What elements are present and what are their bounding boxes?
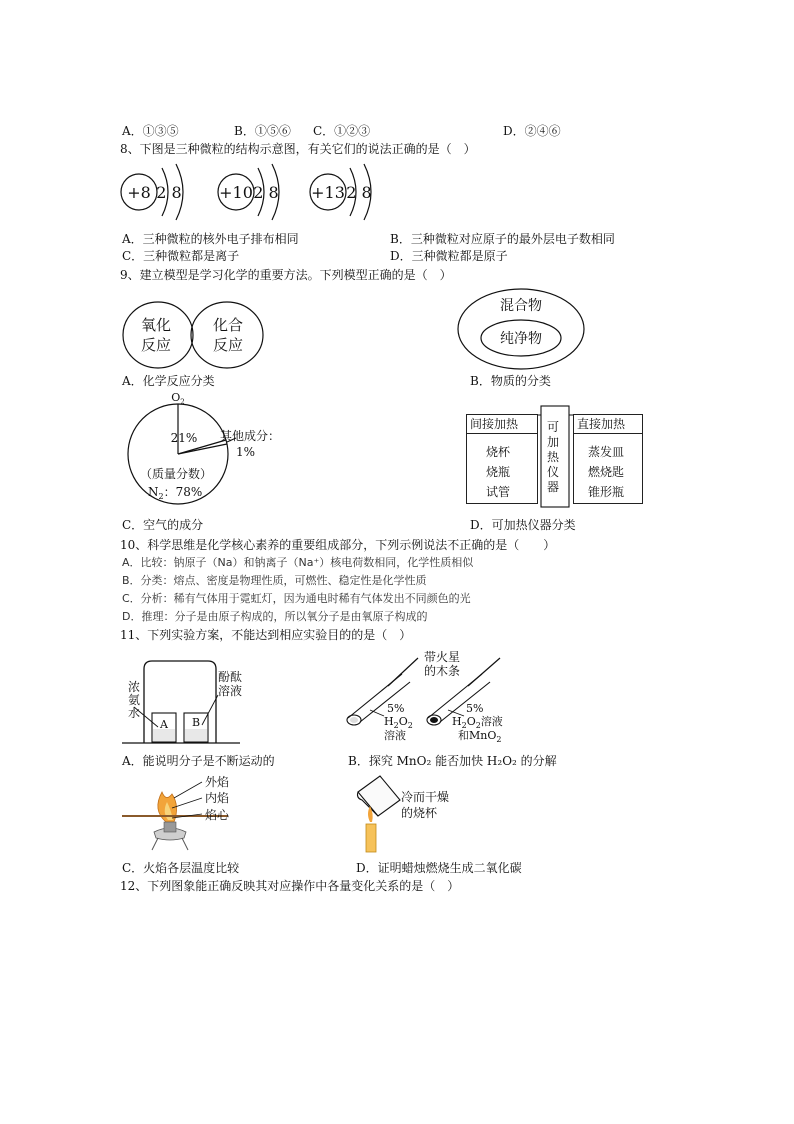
indirect-item-3: 试管 xyxy=(486,485,511,499)
q11-option-d: D．证明蜡烛燃烧生成二氧化碳 xyxy=(356,861,522,875)
ammonia-label-3: 水 xyxy=(128,706,141,720)
venn-left-line1: 氧化 xyxy=(140,316,172,334)
tube1-label-2: $H_2O_2$ xyxy=(384,715,413,731)
direct-heating-title: 直接加热 xyxy=(577,417,626,431)
q10-option-a: A．比较：钠原子（Na）和钠离子（Na⁺）核电荷数相同，化学性质相似 xyxy=(122,556,474,569)
phenolphthalein-label-2: 溶液 xyxy=(218,684,243,698)
splint-label-1: 带火星 xyxy=(424,650,461,664)
q10-option-d: D．推理：分子是由原子构成的，所以氧分子是由氧原子构成的 xyxy=(122,610,428,623)
indirect-heating-title: 间接加热 xyxy=(470,417,519,431)
particle-2-nucleus: +10 xyxy=(219,183,253,202)
flame-core-label: 焰心 xyxy=(205,808,230,822)
q10-stem: 10、科学思维是化学核心素养的重要组成部分，下列示例说法不正确的是（ ） xyxy=(120,538,556,552)
flame-inner-label: 内焰 xyxy=(205,791,230,805)
q10-option-b: B．分类：熔点、密度是物理性质，可燃性、稳定性是化学性质 xyxy=(122,574,427,587)
q11-option-b: B．探究 MnO₂ 能否加快 H₂O₂ 的分解 xyxy=(348,754,557,768)
direct-item-2: 燃烧匙 xyxy=(588,465,625,479)
pie-o2-label: $O_2$ xyxy=(171,391,185,406)
tube2-label-1: 5% xyxy=(466,702,484,715)
q7-option-c: C．①②③ xyxy=(313,124,371,138)
venn-right-line2: 反应 xyxy=(212,336,244,354)
q11-stem: 11、下列实验方案，不能达到相应实验目的的是（ ） xyxy=(120,628,412,642)
ammonia-label-1: 浓 xyxy=(128,680,141,694)
air-composition-pie xyxy=(118,392,298,506)
cold-dry-beaker-label-1: 冷而干燥 xyxy=(401,790,450,804)
ammonia-label-2: 氨 xyxy=(128,693,141,707)
pie-mass-fraction: （质量分数） xyxy=(139,467,213,481)
tube2-label-2: $H_2O_2$溶液 xyxy=(452,715,503,731)
particle-3-nucleus: +13 xyxy=(311,183,345,202)
particle-3-diagram xyxy=(310,164,372,220)
q12-stem: 12、下列图象能正确反映其对应操作中各量变化关系的是（ ） xyxy=(120,879,460,893)
q11-option-a: A．能说明分子是不断运动的 xyxy=(122,754,275,768)
atom-structure-diagrams xyxy=(118,160,388,224)
q8-option-c: C．三种微粒都是离子 xyxy=(122,249,240,263)
splint-label-2: 的木条 xyxy=(424,664,461,678)
substance-classification-model xyxy=(457,288,587,370)
tube1-label-1: 5% xyxy=(387,702,405,715)
inner-label: 纯净物 xyxy=(500,331,542,347)
cold-dry-beaker-label-2: 的烧杯 xyxy=(401,806,438,820)
q9-option-c: C．空气的成分 xyxy=(122,518,204,532)
indirect-item-2: 烧瓶 xyxy=(486,465,511,479)
venn-left-line2: 反应 xyxy=(140,336,172,354)
beaker-a-label: A xyxy=(160,718,168,731)
direct-item-1: 蒸发皿 xyxy=(588,445,625,459)
beaker-b-label: B xyxy=(191,716,201,729)
pie-n2-label: $N_2$：78% xyxy=(148,485,203,501)
q7-option-b: B．①⑤⑥ xyxy=(234,124,291,138)
outer-label: 混合物 xyxy=(500,298,542,314)
q9-option-b: B．物质的分类 xyxy=(470,374,551,388)
q11-option-c: C．火焰各层温度比较 xyxy=(122,861,240,875)
venn-right-line1: 化合 xyxy=(212,316,244,334)
q7-option-a: A．①③⑤ xyxy=(122,124,179,138)
q10-option-c: C．分析：稀有气体用于霓虹灯，因为通电时稀有气体发出不同颜色的光 xyxy=(122,592,471,605)
q9-stem: 9、建立模型是学习化学的重要方法。下列模型正确的是（ ） xyxy=(120,268,452,282)
venn-reaction-model xyxy=(122,300,270,370)
q8-option-a: A．三种微粒的核外电子排布相同 xyxy=(122,232,299,246)
particle-3-shells: 2 8 xyxy=(346,183,372,202)
phenolphthalein-label-1: 酚酞 xyxy=(218,670,243,684)
q8-option-d: D．三种微粒都是原子 xyxy=(390,249,508,263)
tube2-label-3: 和MnO$_2$ xyxy=(458,729,502,745)
indirect-item-1: 烧杯 xyxy=(486,445,511,459)
particle-2-shells: 2 8 xyxy=(253,183,279,202)
q9-option-d: D．可加热仪器分类 xyxy=(470,518,576,532)
pie-other-label: 其他成分： xyxy=(220,429,281,443)
direct-item-3: 锥形瓶 xyxy=(588,485,625,499)
q9-option-a: A．化学反应分类 xyxy=(122,374,215,388)
center-label: 可加热仪器 xyxy=(546,420,559,494)
q7-option-d: D．②④⑥ xyxy=(503,124,561,138)
pie-o2-percent: 21% xyxy=(170,431,198,445)
particle-2-diagram xyxy=(218,164,279,220)
flame-outer-label: 外焰 xyxy=(205,775,230,789)
particle-1-shells: 2 8 xyxy=(156,183,182,202)
candle-icon xyxy=(366,824,376,852)
pie-other-percent: 1% xyxy=(236,445,256,459)
q8-stem: 8、下图是三种微粒的结构示意图，有关它们的说法正确的是（ ） xyxy=(120,142,476,156)
q8-option-b: B．三种微粒对应原子的最外层电子数相同 xyxy=(390,232,615,246)
tube1-label-3: 溶液 xyxy=(384,729,406,742)
particle-1-nucleus: +8 xyxy=(127,183,151,202)
particle-1-diagram xyxy=(121,164,183,220)
